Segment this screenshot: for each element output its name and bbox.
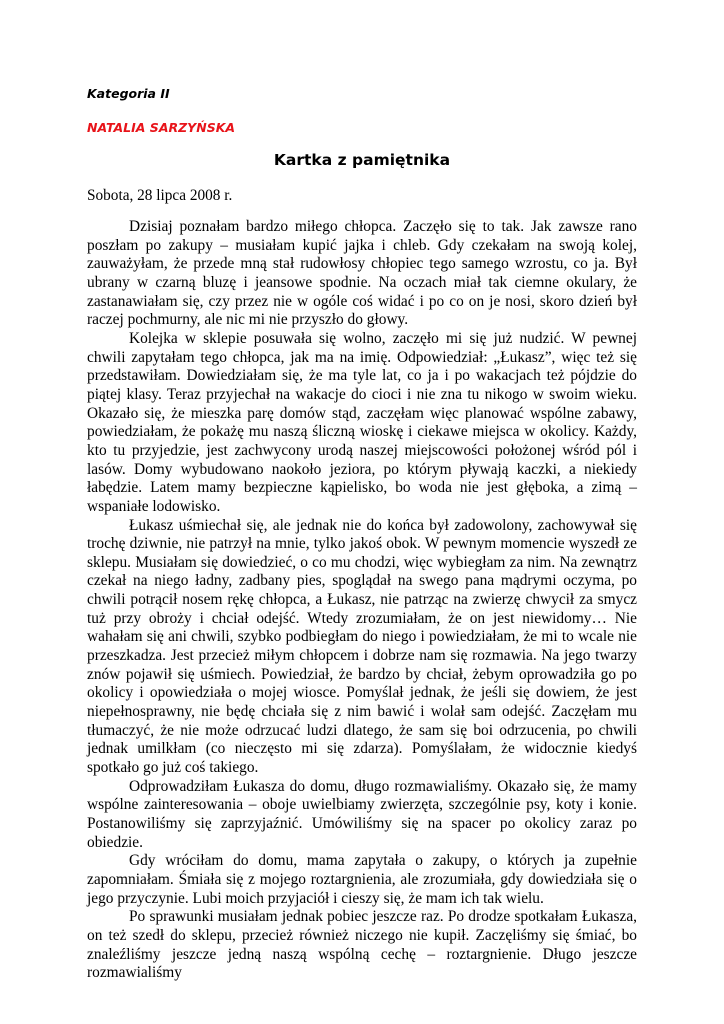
paragraph: Łukasz uśmiechał się, ale jednak nie do końca był zadowolony, zachowywał się trochę dziwnie, nie patrzył na mnie, tylko jakoś obok. W pewnym momencie wyszedł ze sklepu. Musiałam się dowiedzieć, o co mu chodzi, więc wybiegłam za nim. Na zewnątrz czekał na niego ładny, zadbany pies, spoglądał na swego pana mądrymi oczyma, po chwili potrącił nosem rękę chłopca, a Łukasz, nie patrząc na zwierzę chwycił za smycz tuż przy obroży i chciał odejść. Wtedy zrozumiałam, że on jest niewidomy… Nie wahałam się ani chwili, szybko podbiegłam do niego i powiedziałam, że mi to wcale nie przeszkadza. Jest przecież miłym chłopcem i dobrze nam się rozmawia. Na jego twarzy znów pojawił się uśmiech. Powiedział, że bardzo by chciał, żebym oprowadziła go po okolicy i opowiedziała o mojej wiosce. Pomyślał jednak, że jeśli się dowiem, że jest niepełnosprawny, nie będę chciała się z nim bawić i wolał sam odejść. Zaczęłam mu tłumaczyć, że nie może odrzucać ludzi dlatego, że sam się boi odrzucenia, po chwili jednak umilkłam (co nieczęsto mi się zdarza). Pomyślałam, że widocznie kiedyś spotkało go już coś takiego.	[87, 516, 637, 777]
category-label: Kategoria II	[87, 86, 170, 101]
diary-body	[87, 218, 637, 983]
author-name: NATALIA SARZYŃSKA	[87, 120, 236, 135]
paragraph: Dzisiaj poznałam bardzo miłego chłopca. Zaczęło się to tak. Jak zawsze rano poszłam po zakupy – musiałam kupić jajka i chleb. Gdy czekałam na swoją kolej, zauważyłam, że przede mną stał rudowłosy chłopiec tego samego wzrostu, co ja. Był ubrany w czarną bluzę i jeansowe spodnie. Na oczach miał tak ciemne okulary, że zastanawiałam się, czy przez nie w ogóle coś widać i po co on je nosi, skoro dzień był raczej pochmurny, ale nic mi nie przyszło do głowy.	[87, 218, 637, 329]
paragraph: Gdy wróciłam do domu, mama zapytała o zakupy, o których ja zupełnie zapomniałam. Śmiała się z mojego roztargnienia, ale zrozumiała, gdy dowiedziała się o jego przyczynie. Lubi moich przyjaciół i cieszy się, że mam ich tak wielu.	[87, 852, 637, 907]
paragraph: Odprowadziłam Łukasza do domu, długo rozmawialiśmy. Okazało się, że mamy wspólne zainteresowania – oboje uwielbiamy zwierzęta, szczególnie psy, koty i konie. Postanowiliśmy się zaprzyjaźnić. Umówiliśmy się na spacer po okolicy zaraz po obiedzie.	[87, 777, 637, 851]
document-title: Kartka z pamiętnika	[273, 151, 451, 169]
entry-date: Sobota, 28 lipca 2008 r.	[87, 187, 233, 204]
paragraph: Kolejka w sklepie posuwała się wolno, zaczęło mi się już nudzić. W pewnej chwili zapytałam tego chłopca, jak ma na imię. Odpowiedział: „Łukasz”, więc też się przedstawiłam. Dowiedziałam się, że ma tyle lat, co ja i po wakacjach też pójdzie do piątej klasy. Teraz przyjechał na wakacje do cioci i nie zna tu nikogo w swoim wieku. Okazało się, że mieszka parę domów stąd, zaczęłam więc planować wspólne zabawy, powiedziałam, że pokażę mu naszą śliczną wioskę i ciekawe miejsca w okolicy. Każdy, kto tu przyjedzie, jest zachwycony urodą naszej miejscowości położonej wśród pól i lasów. Domy wybudowano naokoło jeziora, po którym pływają kaczki, a niekiedy łabędzie. Latem mamy bezpieczne kąpielisko, bo woda nie jest głęboka, a zimą – wspaniałe lodowisko.	[87, 329, 637, 515]
paragraph: Po sprawunki musiałam jednak pobiec jeszcze raz. Po drodze spotkałam Łukasza, on też szedł do sklepu, przecież również niczego nie kupił. Zaczęliśmy się śmiać, bo znaleźliśmy jeszcze jedną naszą wspólną cechę – roztargnienie. Długo jeszcze rozmawialiśmy	[87, 908, 637, 982]
